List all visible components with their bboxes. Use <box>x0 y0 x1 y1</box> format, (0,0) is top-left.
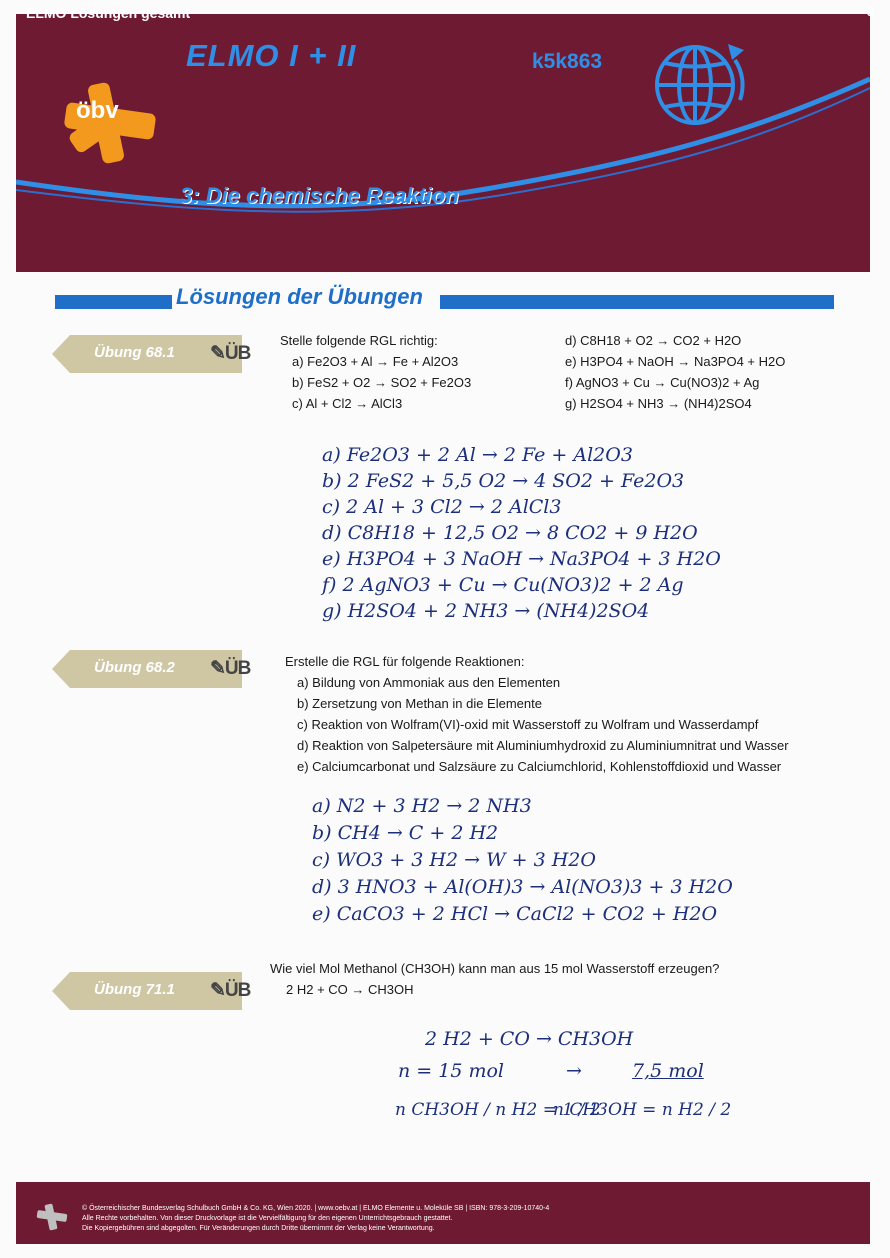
task-item: d) C8H18 + O2 → CO2 + H2O <box>565 333 742 348</box>
task-item: a) Bildung von Ammoniak aus den Elementen <box>297 675 561 690</box>
solution-line: a) N2 + 3 H2 → 2 NH3 <box>312 795 532 817</box>
solution-line: d) C8H18 + 12,5 O2 → 8 CO2 + 9 H2O <box>322 522 698 544</box>
document-title: ELMO Lösungen gesamt <box>26 5 191 21</box>
task-intro: Wie viel Mol Methanol (CH3OH) kann man aus 15 mol Wasserstoff erzeugen? <box>270 961 720 976</box>
task-item: e) Calciumcarbonat und Salzsäure zu Calciumchlorid, Kohlenstoffdioxid und Wasser <box>297 759 782 774</box>
task-intro: Stelle folgende RGL richtig: <box>280 333 438 348</box>
pencil-ub-icon: ✎ÜB <box>210 980 251 1001</box>
exercise-label: Übung 68.2 <box>94 659 175 676</box>
obv-logo-text: öbv <box>76 97 119 124</box>
footer-line: © Österreichischer Bundesverlag Schulbuch GmbH & Co. KG, Wien 2020. | www.oebv.at | ELMO Elemente u. Moleküle SB | ISBN: 978-3-209-10740-4 <box>82 1205 550 1212</box>
task-item: d) Reaktion von Salpetersäure mit Aluminiumhydroxid zu Aluminiumnitrat und Wasser <box>297 738 789 753</box>
solution-line: e) H3PO4 + 3 NaOH → Na3PO4 + 3 H2O <box>322 548 721 570</box>
exercise-task-68-2 <box>285 651 789 777</box>
brand-title: ELMO I + II <box>186 38 357 73</box>
exercise-task-68-1-right <box>565 330 785 414</box>
globe-icon <box>640 30 750 140</box>
solution-amount: n = 15 mol <box>398 1060 504 1082</box>
task-item: b) Zersetzung von Methan in die Elemente <box>297 696 542 711</box>
footer-line: Die Kopiergebühren sind abgegolten. Für Veränderungen durch Dritte übernimmt der Verlag keine Verantwortung. <box>82 1225 435 1232</box>
title-bar-left <box>55 295 172 309</box>
exercise-label: Übung 71.1 <box>94 981 175 998</box>
solution-line: c) 2 Al + 3 Cl2 → 2 AlCl3 <box>322 496 562 518</box>
handwritten-solution-68-2 <box>312 793 733 928</box>
solution-line: f) 2 AgNO3 + Cu → Cu(NO3)2 + 2 Ag <box>322 574 684 596</box>
exercise-task-71-1 <box>270 958 719 1000</box>
section-title: Lösungen der Übungen <box>176 284 423 309</box>
task-item: a) Fe2O3 + Al → Fe + Al2O3 <box>292 354 459 369</box>
title-bar-right <box>440 295 834 309</box>
task-item: f) AgNO3 + Cu → Cu(NO3)2 + Ag <box>565 375 760 390</box>
pencil-ub-icon: ✎ÜB <box>210 658 251 679</box>
task-item: b) FeS2 + O2 → SO2 + Fe2O3 <box>292 375 472 390</box>
exercise-task-68-1 <box>280 330 471 414</box>
solution-line: g) H2SO4 + 2 NH3 → (NH4)2SO4 <box>322 600 650 622</box>
solution-line: a) Fe2O3 + 2 Al → 2 Fe + Al2O3 <box>322 444 633 466</box>
solution-line: b) 2 FeS2 + 5,5 O2 → 4 SO2 + Fe2O3 <box>322 470 685 492</box>
solution-line: d) 3 HNO3 + Al(OH)3 → Al(NO3)3 + 3 H2O <box>312 876 733 898</box>
solution-result: 7,5 mol <box>632 1060 704 1082</box>
solution-formula: n CH3OH = n H2 / 2 <box>553 1100 732 1120</box>
exercise-tag-68-2 <box>52 650 251 688</box>
online-code: k5k863 <box>532 50 603 73</box>
exercise-label: Übung 68.1 <box>94 344 175 361</box>
solution-line: b) CH4 → C + 2 H2 <box>312 822 499 844</box>
task-item: c) Al + Cl2 → AlCl3 <box>292 396 403 411</box>
solution-arrow: → <box>566 1060 582 1082</box>
chapter-title: 3: Die chemische Reaktion <box>180 183 459 208</box>
solution-line: c) WO3 + 3 H2 → W + 3 H2O <box>312 849 596 871</box>
task-item: g) H2SO4 + NH3 → (NH4)2SO4 <box>565 396 752 411</box>
solution-equation: 2 H2 + CO → CH3OH <box>425 1028 634 1050</box>
task-intro: Erstelle die RGL für folgende Reaktionen: <box>285 654 525 669</box>
pencil-ub-icon: ✎ÜB <box>210 343 251 364</box>
exercise-tag-71-1 <box>52 972 251 1010</box>
exercise-tag-68-1 <box>52 335 251 373</box>
footer-logo-icon <box>35 1202 69 1232</box>
footer-copyright <box>82 1204 549 1234</box>
solution-line: e) CaCO3 + 2 HCl → CaCl2 + CO2 + H2O <box>312 903 718 925</box>
task-item: e) H3PO4 + NaOH → Na3PO4 + H2O <box>565 354 786 369</box>
page-number: 9 <box>866 4 874 19</box>
footer-line: Alle Rechte vorbehalten. Von dieser Druckvorlage ist die Vervielfältigung für den eigenen Unterrichtsgebrauch gestattet. <box>82 1215 453 1222</box>
handwritten-solution-68-1 <box>322 442 721 624</box>
task-equation: 2 H2 + CO → CH3OH <box>286 982 414 997</box>
solution-ratio: n CH3OH / n H2 = 1 / 2 <box>395 1100 601 1120</box>
task-item: c) Reaktion von Wolfram(VI)-oxid mit Wasserstoff zu Wolfram und Wasserdampf <box>297 717 759 732</box>
